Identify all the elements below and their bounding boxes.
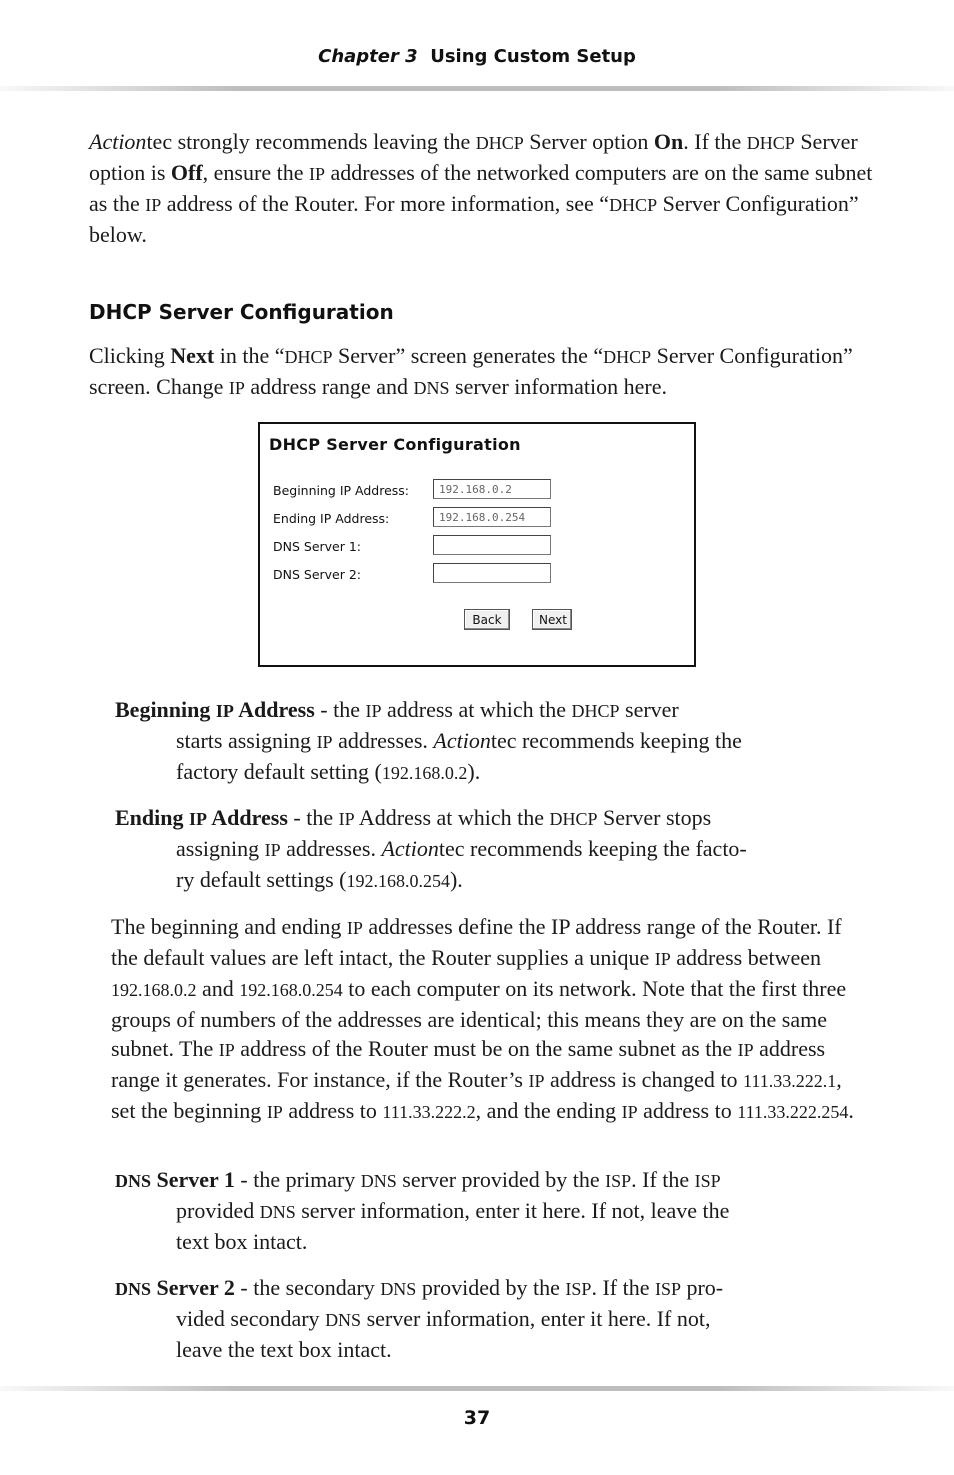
dhcp-config-screenshot — [258, 422, 696, 667]
definition-ending-ip: Ending IP Address - the IP Address at which the DHCP Server stops assigning IP addresses. Actiontec recommends keeping the facto- ry default settings (192.168.0.254). — [115, 805, 747, 892]
definition-beginning-ip: Beginning IP Address - the IP address at which the DHCP server starts assigning IP addresses. Actiontec recommends keeping the factory default setting (192.168.0.2). — [115, 697, 742, 784]
dns-server-1-label: DNS Server 1: — [273, 539, 362, 554]
field-row-dns2 — [273, 563, 573, 585]
section-paragraph: Clicking Next in the “DHCP Server” screen generates the “DHCP Server Configuration” screen. Change IP address range and DNS server information here. — [89, 343, 853, 399]
dns-server-2-input[interactable] — [433, 563, 551, 583]
chapter-title: Using Custom Setup — [430, 46, 636, 67]
chapter-label: Chapter 3 — [318, 46, 418, 67]
term-dns-server-2: DNS Server 2 — [115, 1275, 235, 1300]
header-rule — [0, 86, 954, 91]
term-beginning-ip: Beginning IP Address — [115, 697, 315, 722]
definition-dns-server-2: DNS Server 2 - the secondary DNS provided by the ISP. If the ISP pro- vided secondary DNS server information, enter it here. If not, leave the text box intact. — [115, 1275, 724, 1362]
dns-server-2-label: DNS Server 2: — [273, 567, 362, 582]
section-heading: DHCP Server Configuration — [89, 300, 394, 324]
ending-ip-label: Ending IP Address: — [273, 511, 390, 526]
term-dns-server-1: DNS Server 1 — [115, 1167, 235, 1192]
screenshot-title: DHCP Server Configuration — [269, 435, 521, 454]
beginning-ip-input[interactable] — [433, 479, 551, 499]
footer-rule — [0, 1386, 954, 1391]
page-number: 37 — [463, 1407, 491, 1429]
field-row-dns1 — [273, 535, 573, 557]
intro-paragraph: Actiontec strongly recommends leaving the DHCP Server option On. If the DHCP Server option is Off, ensure the IP addresses of the networked computers are on the same subnet as the IP address of the Router. For more information, see “DHCP Server Configuration” below. — [89, 129, 873, 247]
next-button[interactable]: Next — [532, 609, 572, 630]
definition-dns-server-1: DNS Server 1 - the primary DNS server provided by the ISP. If the ISP provided DNS server information, enter it here. If not, leave the text box intact. — [115, 1167, 730, 1254]
dns-server-1-input[interactable] — [433, 535, 551, 555]
beginning-ip-label: Beginning IP Address: — [273, 483, 410, 498]
running-header — [0, 46, 954, 67]
field-row-ending-ip — [273, 507, 573, 529]
body-paragraph: The beginning and ending IP addresses define the IP address range of the Router. If the default values are left intact, the Router supplies a unique IP address between 192.168.0.2 and 192.168.0.254 to each computer on its network. Note that the first three groups of numbers of the addresses are identical; this means they are on the same subnet. The IP address of the Router must be on the same subnet as the IP address range it generates. For instance, if the Router’s IP address is changed to 111.33.222.1, set the beginning IP address to 111.33.222.2, and the ending IP address to 111.33.222.254. — [111, 914, 854, 1123]
term-ending-ip: Ending IP Address — [115, 805, 288, 830]
back-button[interactable]: Back — [464, 609, 510, 630]
field-row-beginning-ip — [273, 479, 573, 501]
ending-ip-input[interactable] — [433, 507, 551, 527]
